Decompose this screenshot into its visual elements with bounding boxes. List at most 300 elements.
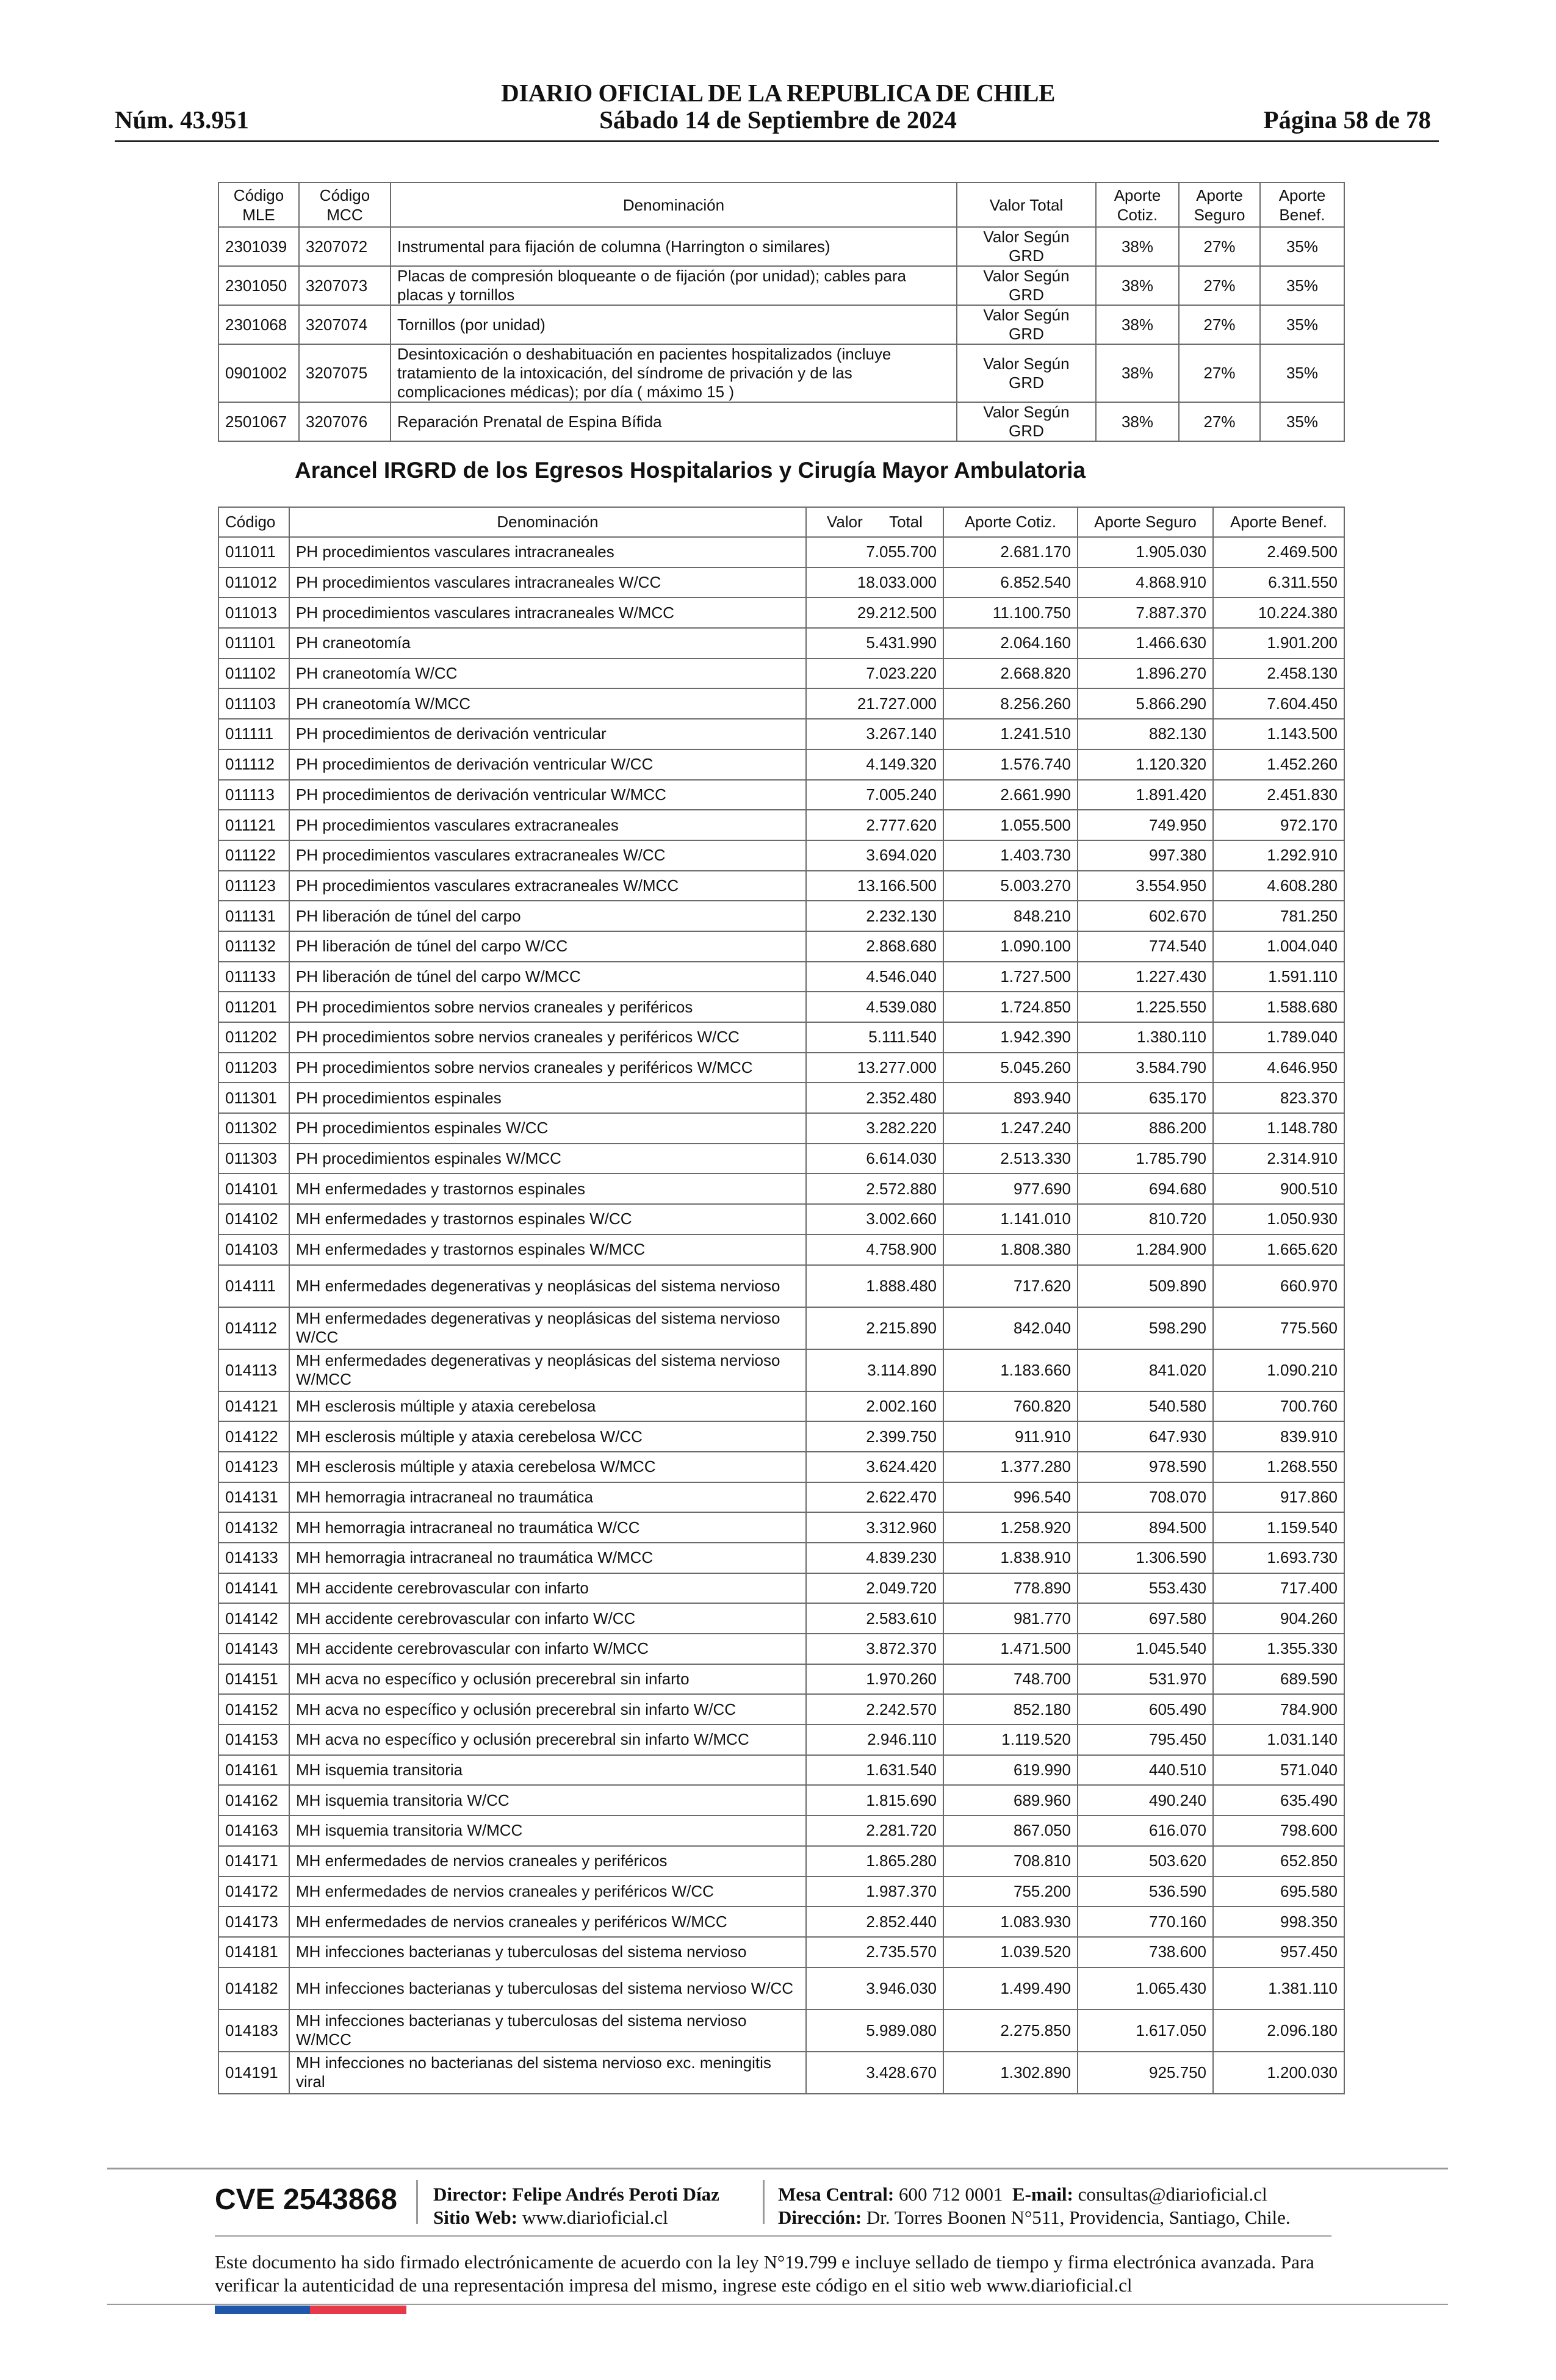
description: Reparación Prenatal de Espina Bífida xyxy=(391,402,957,441)
code: 011203 xyxy=(218,1053,289,1083)
code: 011123 xyxy=(218,871,289,901)
aporte-benef: 1.591.110 xyxy=(1213,962,1344,992)
aporte-seguro: 774.540 xyxy=(1078,931,1213,962)
table-row xyxy=(218,305,1344,344)
valor-total: 13.166.500 xyxy=(806,871,943,901)
description: PH liberación de túnel del carpo xyxy=(289,901,806,931)
phone-number: 600 712 0001 xyxy=(899,2183,1003,2205)
code: 011302 xyxy=(218,1113,289,1144)
valor-total: Valor Según GRD xyxy=(957,227,1096,266)
aporte-benef: 904.260 xyxy=(1213,1603,1344,1634)
table-row xyxy=(218,1755,1344,1786)
code: 011113 xyxy=(218,780,289,810)
valor-total: 2.215.890 xyxy=(806,1307,943,1349)
valor-total: 2.242.570 xyxy=(806,1694,943,1725)
table-row xyxy=(218,597,1344,628)
valor-total: 3.282.220 xyxy=(806,1113,943,1144)
aporte-cotiz: 38% xyxy=(1096,402,1179,441)
aporte-benef: 689.590 xyxy=(1213,1664,1344,1695)
aporte-benef: 775.560 xyxy=(1213,1307,1344,1349)
table-header-row xyxy=(218,507,1344,537)
code: 014183 xyxy=(218,2010,289,2052)
issue-date: Sábado 14 de Septiembre de 2024 xyxy=(599,106,957,134)
cve-code: CVE 2543868 xyxy=(215,2183,397,2216)
aporte-cotiz: 2.668.820 xyxy=(943,658,1078,689)
aporte-seguro: 1.306.590 xyxy=(1078,1543,1213,1573)
flag-bar-red xyxy=(310,2306,406,2314)
aporte-benef: 1.789.040 xyxy=(1213,1022,1344,1053)
aporte-cotiz: 1.942.390 xyxy=(943,1022,1078,1053)
code: 014191 xyxy=(218,2052,289,2094)
aporte-seguro: 540.580 xyxy=(1078,1391,1213,1422)
aporte-cotiz: 977.690 xyxy=(943,1174,1078,1204)
legal-notice: Este documento ha sido firmado electrónicamente de acuerdo con la ley N°19.799 e incluye sellado de tiempo y firma electrónica avanzada. Para verificar la autenticidad de una representación impresa del mismo, ingrese este código en el sitio web www.diarioficial.cl xyxy=(215,2251,1314,2296)
director-name: Felipe Andrés Peroti Díaz xyxy=(512,2183,719,2205)
aporte-seguro: 553.430 xyxy=(1078,1573,1213,1604)
aporte-benef: 1.200.030 xyxy=(1213,2052,1344,2094)
table-row xyxy=(218,1906,1344,1937)
header-aporte-cotiz: Aporte Cotiz. xyxy=(943,507,1078,537)
description: PH procedimientos sobre nervios craneales y periféricos W/CC xyxy=(289,1022,806,1053)
aporte-benef: 839.910 xyxy=(1213,1421,1344,1452)
table-row xyxy=(218,266,1344,305)
aporte-benef: 1.693.730 xyxy=(1213,1543,1344,1573)
code-mle: 0901002 xyxy=(218,344,299,402)
valor-total: 2.777.620 xyxy=(806,810,943,840)
aporte-benef: 2.096.180 xyxy=(1213,2010,1344,2052)
aporte-benef: 1.588.680 xyxy=(1213,992,1344,1022)
aporte-seguro: 841.020 xyxy=(1078,1349,1213,1391)
aporte-benef: 1.452.260 xyxy=(1213,749,1344,780)
aporte-seguro: 27% xyxy=(1179,266,1260,305)
valor-total: 2.002.160 xyxy=(806,1391,943,1422)
header-codigo-mcc: Código MCC xyxy=(299,182,391,227)
aporte-cotiz: 1.055.500 xyxy=(943,810,1078,840)
aporte-seguro: 598.290 xyxy=(1078,1307,1213,1349)
aporte-seguro: 925.750 xyxy=(1078,2052,1213,2094)
aporte-seguro: 1.785.790 xyxy=(1078,1144,1213,1174)
code: 014151 xyxy=(218,1664,289,1695)
aporte-benef: 571.040 xyxy=(1213,1755,1344,1786)
code: 014122 xyxy=(218,1421,289,1452)
aporte-cotiz: 689.960 xyxy=(943,1785,1078,1816)
aporte-cotiz: 1.403.730 xyxy=(943,840,1078,871)
table-row xyxy=(218,688,1344,719)
code: 014162 xyxy=(218,1785,289,1816)
description: Tornillos (por unidad) xyxy=(391,305,957,344)
valor-total: 3.872.370 xyxy=(806,1634,943,1664)
description: PH procedimientos sobre nervios craneales y periféricos W/MCC xyxy=(289,1053,806,1083)
aporte-seguro: 27% xyxy=(1179,344,1260,402)
description: MH accidente cerebrovascular con infarto W/MCC xyxy=(289,1634,806,1664)
description: MH infecciones no bacterianas del sistema nervioso exc. meningitis viral xyxy=(289,2052,806,2094)
description: MH enfermedades y trastornos espinales xyxy=(289,1174,806,1204)
aporte-cotiz: 1.141.010 xyxy=(943,1204,1078,1235)
valor-total: 7.055.700 xyxy=(806,537,943,568)
aporte-cotiz: 778.890 xyxy=(943,1573,1078,1604)
description: MH accidente cerebrovascular con infarto W/CC xyxy=(289,1603,806,1634)
aporte-cotiz: 2.661.990 xyxy=(943,780,1078,810)
aporte-cotiz: 981.770 xyxy=(943,1603,1078,1634)
aporte-seguro: 531.970 xyxy=(1078,1664,1213,1695)
aporte-cotiz: 1.258.920 xyxy=(943,1512,1078,1543)
table-header-row xyxy=(218,182,1344,227)
aporte-seguro: 694.680 xyxy=(1078,1174,1213,1204)
aporte-cotiz: 1.377.280 xyxy=(943,1452,1078,1482)
aporte-cotiz: 1.090.100 xyxy=(943,931,1078,962)
table-row xyxy=(218,1634,1344,1664)
description: MH isquemia transitoria W/CC xyxy=(289,1785,806,1816)
aporte-cotiz: 2.513.330 xyxy=(943,1144,1078,1174)
code-mle: 2301068 xyxy=(218,305,299,344)
code: 011011 xyxy=(218,537,289,568)
flag-bar-blue xyxy=(215,2306,310,2314)
aporte-benef: 35% xyxy=(1260,402,1344,441)
valor-total: 4.149.320 xyxy=(806,749,943,780)
aporte-cotiz: 1.083.930 xyxy=(943,1906,1078,1937)
description: PH procedimientos espinales xyxy=(289,1083,806,1113)
description: PH procedimientos vasculares intracraneales xyxy=(289,537,806,568)
table-row xyxy=(218,1235,1344,1265)
aporte-benef: 1.090.210 xyxy=(1213,1349,1344,1391)
table-row xyxy=(218,1022,1344,1053)
valor-total: 5.111.540 xyxy=(806,1022,943,1053)
table-row xyxy=(218,1603,1344,1634)
code: 014123 xyxy=(218,1452,289,1482)
valor-total: 4.546.040 xyxy=(806,962,943,992)
description: MH esclerosis múltiple y ataxia cerebelosa xyxy=(289,1391,806,1422)
aporte-benef: 798.600 xyxy=(1213,1816,1344,1846)
description: PH liberación de túnel del carpo W/CC xyxy=(289,931,806,962)
valor-total: 2.852.440 xyxy=(806,1906,943,1937)
aporte-seguro: 1.284.900 xyxy=(1078,1235,1213,1265)
table-row xyxy=(218,1785,1344,1816)
aporte-benef: 35% xyxy=(1260,266,1344,305)
code: 014173 xyxy=(218,1906,289,1937)
aporte-benef: 1.159.540 xyxy=(1213,1512,1344,1543)
aporte-cotiz: 1.119.520 xyxy=(943,1725,1078,1755)
aporte-seguro: 738.600 xyxy=(1078,1937,1213,1967)
table-row xyxy=(218,1391,1344,1422)
table-row xyxy=(218,1573,1344,1604)
table-row xyxy=(218,1452,1344,1482)
valor-total: 3.428.670 xyxy=(806,2052,943,2094)
table-row xyxy=(218,1421,1344,1452)
aporte-cotiz: 867.050 xyxy=(943,1816,1078,1846)
issue-number: Núm. 43.951 xyxy=(115,106,249,134)
header-aporte-seguro: Aporte Seguro xyxy=(1078,507,1213,537)
aporte-benef: 35% xyxy=(1260,344,1344,402)
code: 011303 xyxy=(218,1144,289,1174)
valor-total: 2.868.680 xyxy=(806,931,943,962)
table-row xyxy=(218,1482,1344,1513)
table-row xyxy=(218,1265,1344,1307)
description: MH esclerosis múltiple y ataxia cerebelosa W/MCC xyxy=(289,1452,806,1482)
aporte-cotiz: 1.302.890 xyxy=(943,2052,1078,2094)
description: MH enfermedades degenerativas y neoplásicas del sistema nervioso W/MCC xyxy=(289,1349,806,1391)
code: 011301 xyxy=(218,1083,289,1113)
valor-total: 2.281.720 xyxy=(806,1816,943,1846)
footer-divider xyxy=(215,2235,1331,2237)
table-row xyxy=(218,1664,1344,1695)
aporte-benef: 1.031.140 xyxy=(1213,1725,1344,1755)
code: 014161 xyxy=(218,1755,289,1786)
aporte-benef: 1.143.500 xyxy=(1213,719,1344,749)
aporte-benef: 784.900 xyxy=(1213,1694,1344,1725)
aporte-benef: 717.400 xyxy=(1213,1573,1344,1604)
code: 014143 xyxy=(218,1634,289,1664)
aporte-cotiz: 996.540 xyxy=(943,1482,1078,1513)
table-row xyxy=(218,749,1344,780)
code: 014181 xyxy=(218,1937,289,1967)
aporte-seguro: 616.070 xyxy=(1078,1816,1213,1846)
code: 014182 xyxy=(218,1967,289,2010)
code-mle: 2301039 xyxy=(218,227,299,266)
description: PH craneotomía W/CC xyxy=(289,658,806,689)
code: 011122 xyxy=(218,840,289,871)
table-row xyxy=(218,719,1344,749)
code: 014133 xyxy=(218,1543,289,1573)
aporte-cotiz: 5.045.260 xyxy=(943,1053,1078,1083)
description: PH liberación de túnel del carpo W/MCC xyxy=(289,962,806,992)
aporte-benef: 1.901.200 xyxy=(1213,628,1344,658)
aporte-cotiz: 6.852.540 xyxy=(943,568,1078,598)
valor-total: 3.114.890 xyxy=(806,1349,943,1391)
code: 014121 xyxy=(218,1391,289,1422)
code: 011121 xyxy=(218,810,289,840)
description: MH accidente cerebrovascular con infarto xyxy=(289,1573,806,1604)
aporte-seguro: 978.590 xyxy=(1078,1452,1213,1482)
description: PH procedimientos vasculares extracraneales xyxy=(289,810,806,840)
header-aporte-benef: Aporte Benef. xyxy=(1260,182,1344,227)
table-row xyxy=(218,1877,1344,1907)
code: 014141 xyxy=(218,1573,289,1604)
code: 014102 xyxy=(218,1204,289,1235)
code: 014111 xyxy=(218,1265,289,1307)
aporte-seguro: 997.380 xyxy=(1078,840,1213,871)
aporte-benef: 660.970 xyxy=(1213,1265,1344,1307)
code: 011133 xyxy=(218,962,289,992)
aporte-seguro: 749.950 xyxy=(1078,810,1213,840)
supplies-table xyxy=(218,182,1345,442)
valor-total: 1.631.540 xyxy=(806,1755,943,1786)
aporte-cotiz: 2.275.850 xyxy=(943,2010,1078,2052)
aporte-cotiz: 8.256.260 xyxy=(943,688,1078,719)
website-link[interactable]: www.diarioficial.cl xyxy=(522,2207,668,2228)
description: MH hemorragia intracraneal no traumática xyxy=(289,1482,806,1513)
header-valor-total: Valor Total xyxy=(957,182,1096,227)
header-denominacion: Denominación xyxy=(289,507,806,537)
aporte-cotiz: 619.990 xyxy=(943,1755,1078,1786)
description: PH procedimientos espinales W/MCC xyxy=(289,1144,806,1174)
code: 011112 xyxy=(218,749,289,780)
aporte-benef: 1.148.780 xyxy=(1213,1113,1344,1144)
table-row xyxy=(218,537,1344,568)
description: MH hemorragia intracraneal no traumática W/CC xyxy=(289,1512,806,1543)
valor-total: 4.758.900 xyxy=(806,1235,943,1265)
aporte-benef: 4.646.950 xyxy=(1213,1053,1344,1083)
valor-total: 2.572.880 xyxy=(806,1174,943,1204)
aporte-benef: 7.604.450 xyxy=(1213,688,1344,719)
header-divider xyxy=(115,140,1439,142)
valor-total: 2.946.110 xyxy=(806,1725,943,1755)
table-row xyxy=(218,871,1344,901)
table-row xyxy=(218,1937,1344,1967)
valor-total: 3.312.960 xyxy=(806,1512,943,1543)
aporte-seguro: 882.130 xyxy=(1078,719,1213,749)
address: Dr. Torres Boonen N°511, Providencia, Santiago, Chile. xyxy=(866,2207,1291,2228)
valor-total: Valor Según GRD xyxy=(957,266,1096,305)
aporte-seguro: 1.380.110 xyxy=(1078,1022,1213,1053)
header-valor-total: Valor Total xyxy=(806,507,943,537)
valor-total: 2.399.750 xyxy=(806,1421,943,1452)
table-row xyxy=(218,1512,1344,1543)
valor-total: 5.989.080 xyxy=(806,2010,943,2052)
aporte-cotiz: 1.183.660 xyxy=(943,1349,1078,1391)
description: Instrumental para fijación de columna (Harrington o similares) xyxy=(391,227,957,266)
aporte-cotiz: 2.681.170 xyxy=(943,537,1078,568)
description: PH procedimientos sobre nervios craneales y periféricos xyxy=(289,992,806,1022)
code: 011103 xyxy=(218,688,289,719)
description: MH acva no específico y oclusión precerebral sin infarto xyxy=(289,1664,806,1695)
code: 011111 xyxy=(218,719,289,749)
valor-total: 1.815.690 xyxy=(806,1785,943,1816)
table-row xyxy=(218,1543,1344,1573)
aporte-benef: 35% xyxy=(1260,227,1344,266)
aporte-cotiz: 842.040 xyxy=(943,1307,1078,1349)
table-row xyxy=(218,1725,1344,1755)
description: MH enfermedades y trastornos espinales W/CC xyxy=(289,1204,806,1235)
aporte-cotiz: 1.727.500 xyxy=(943,962,1078,992)
page-indicator: Página 58 de 78 xyxy=(1263,106,1431,134)
aporte-benef: 10.224.380 xyxy=(1213,597,1344,628)
table-row xyxy=(218,1694,1344,1725)
table-row xyxy=(218,1967,1344,2010)
code-mcc: 3207073 xyxy=(299,266,391,305)
section-title: Arancel IRGRD de los Egresos Hospitalarios y Cirugía Mayor Ambulatoria xyxy=(295,458,1086,483)
aporte-benef: 1.292.910 xyxy=(1213,840,1344,871)
aporte-cotiz: 1.471.500 xyxy=(943,1634,1078,1664)
aporte-cotiz: 38% xyxy=(1096,266,1179,305)
description: PH procedimientos de derivación ventricular W/CC xyxy=(289,749,806,780)
description: MH acva no específico y oclusión precerebral sin infarto W/CC xyxy=(289,1694,806,1725)
table-row xyxy=(218,1174,1344,1204)
aporte-seguro: 605.490 xyxy=(1078,1694,1213,1725)
valor-total: 18.033.000 xyxy=(806,568,943,598)
valor-total: 1.865.280 xyxy=(806,1846,943,1877)
description: MH enfermedades y trastornos espinales W/MCC xyxy=(289,1235,806,1265)
aporte-cotiz: 848.210 xyxy=(943,901,1078,931)
aporte-cotiz: 1.576.740 xyxy=(943,749,1078,780)
table-row xyxy=(218,901,1344,931)
aporte-benef: 1.665.620 xyxy=(1213,1235,1344,1265)
code: 011101 xyxy=(218,628,289,658)
valor-total: Valor Según GRD xyxy=(957,344,1096,402)
table-row xyxy=(218,402,1344,441)
table-row xyxy=(218,1053,1344,1083)
aporte-seguro: 602.670 xyxy=(1078,901,1213,931)
aporte-benef: 998.350 xyxy=(1213,1906,1344,1937)
valor-total: 6.614.030 xyxy=(806,1144,943,1174)
table-row xyxy=(218,344,1344,402)
table-row xyxy=(218,1349,1344,1391)
description: PH procedimientos de derivación ventricular W/MCC xyxy=(289,780,806,810)
aporte-cotiz: 1.499.490 xyxy=(943,1967,1078,2010)
description: MH enfermedades de nervios craneales y periféricos W/MCC xyxy=(289,1906,806,1937)
aporte-seguro: 536.590 xyxy=(1078,1877,1213,1907)
header-aporte-benef: Aporte Benef. xyxy=(1213,507,1344,537)
valor-total: 2.622.470 xyxy=(806,1482,943,1513)
code: 011012 xyxy=(218,568,289,598)
valor-total: 2.735.570 xyxy=(806,1937,943,1967)
code-mcc: 3207075 xyxy=(299,344,391,402)
code-mcc: 3207074 xyxy=(299,305,391,344)
aporte-benef: 1.355.330 xyxy=(1213,1634,1344,1664)
aporte-benef: 1.004.040 xyxy=(1213,931,1344,962)
aporte-benef: 2.314.910 xyxy=(1213,1144,1344,1174)
aporte-cotiz: 893.940 xyxy=(943,1083,1078,1113)
valor-total: 1.987.370 xyxy=(806,1877,943,1907)
code: 014132 xyxy=(218,1512,289,1543)
code-mle: 2301050 xyxy=(218,266,299,305)
aporte-seguro: 27% xyxy=(1179,227,1260,266)
aporte-seguro: 886.200 xyxy=(1078,1113,1213,1144)
aporte-cotiz: 1.838.910 xyxy=(943,1543,1078,1573)
aporte-seguro: 1.065.430 xyxy=(1078,1967,1213,2010)
aporte-benef: 2.458.130 xyxy=(1213,658,1344,689)
description: MH enfermedades degenerativas y neoplásicas del sistema nervioso xyxy=(289,1265,806,1307)
table-row xyxy=(218,1846,1344,1877)
table-row xyxy=(218,2052,1344,2094)
table-row xyxy=(218,992,1344,1022)
aporte-seguro: 503.620 xyxy=(1078,1846,1213,1877)
footer-director-block: Director: Felipe Andrés Peroti Díaz Sitio Web: www.diarioficial.cl xyxy=(433,2183,719,2228)
valor-total: 2.049.720 xyxy=(806,1573,943,1604)
aporte-seguro: 1.225.550 xyxy=(1078,992,1213,1022)
valor-total: 2.232.130 xyxy=(806,901,943,931)
aporte-benef: 1.268.550 xyxy=(1213,1452,1344,1482)
description: MH acva no específico y oclusión precerebral sin infarto W/MCC xyxy=(289,1725,806,1755)
table-row xyxy=(218,658,1344,689)
header-aporte-seguro: Aporte Seguro xyxy=(1179,182,1260,227)
aporte-benef: 35% xyxy=(1260,305,1344,344)
aporte-cotiz: 38% xyxy=(1096,227,1179,266)
description: Placas de compresión bloqueante o de fijación (por unidad); cables para placas y tornillos xyxy=(391,266,957,305)
code: 014152 xyxy=(218,1694,289,1725)
valor-total: 29.212.500 xyxy=(806,597,943,628)
footer-divider xyxy=(107,2304,1448,2305)
email-link[interactable]: consultas@diarioficial.cl xyxy=(1078,2183,1267,2205)
aporte-cotiz: 11.100.750 xyxy=(943,597,1078,628)
code: 011013 xyxy=(218,597,289,628)
description: PH craneotomía W/MCC xyxy=(289,688,806,719)
table-row xyxy=(218,780,1344,810)
aporte-benef: 652.850 xyxy=(1213,1846,1344,1877)
valor-total: 2.583.610 xyxy=(806,1603,943,1634)
code: 014103 xyxy=(218,1235,289,1265)
description: PH procedimientos de derivación ventricular xyxy=(289,719,806,749)
header-codigo: Código xyxy=(218,507,289,537)
table-row xyxy=(218,931,1344,962)
aporte-seguro: 795.450 xyxy=(1078,1725,1213,1755)
valor-total: 3.624.420 xyxy=(806,1452,943,1482)
footer-separator xyxy=(416,2180,418,2224)
aporte-benef: 635.490 xyxy=(1213,1785,1344,1816)
description: Desintoxicación o deshabituación en pacientes hospitalizados (incluye tratamiento de la intoxicación, del síndrome de privación y de las complicaciones médicas); por día ( máximo 15 ) xyxy=(391,344,957,402)
aporte-seguro: 635.170 xyxy=(1078,1083,1213,1113)
valor-total: Valor Según GRD xyxy=(957,305,1096,344)
newspaper-title: DIARIO OFICIAL DE LA REPUBLICA DE CHILE xyxy=(501,79,1055,107)
